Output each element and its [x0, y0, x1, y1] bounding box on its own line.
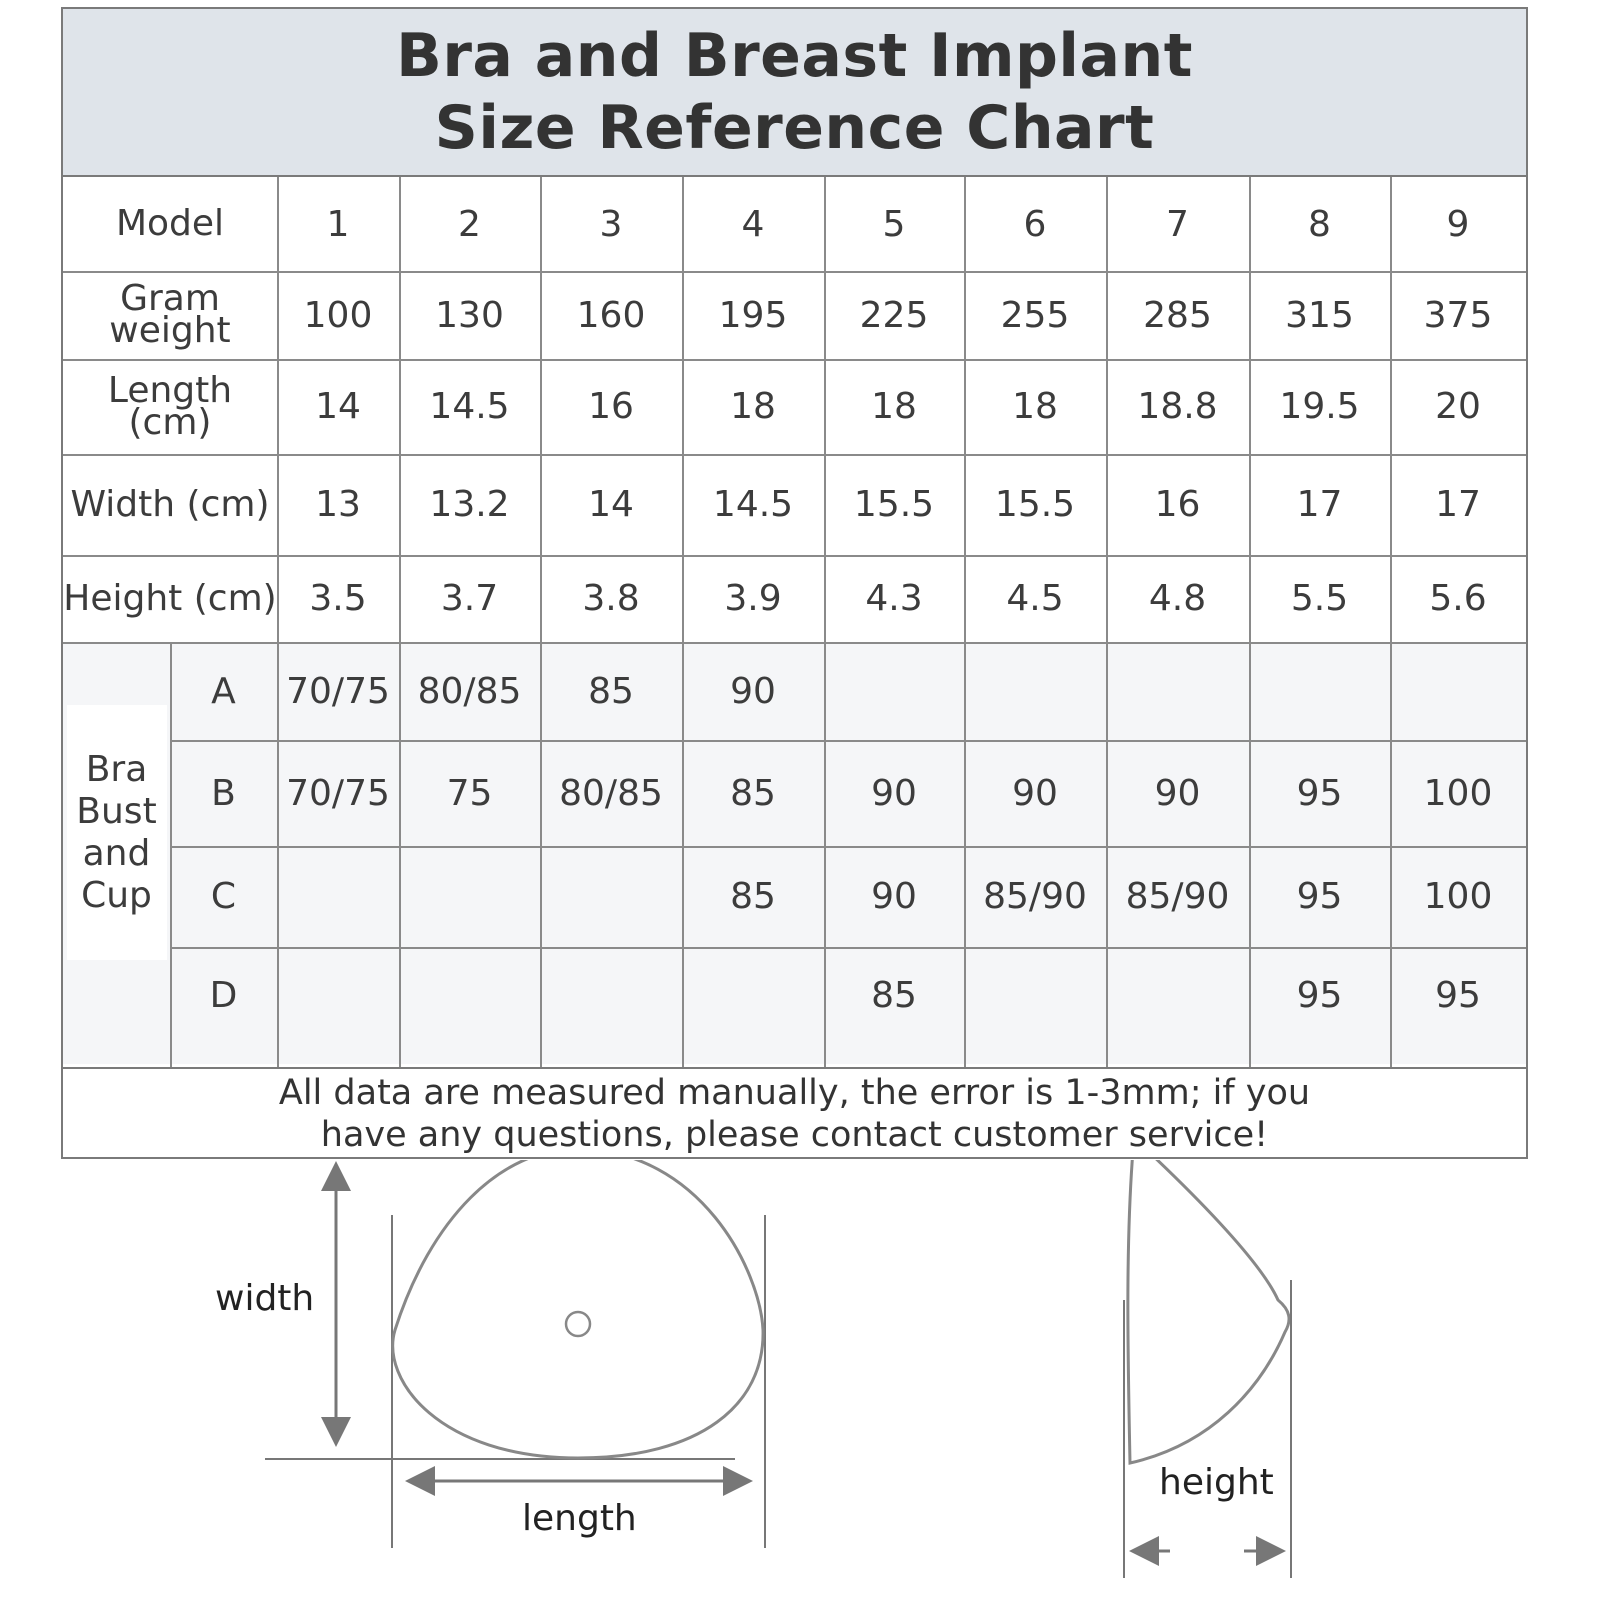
table-cell: 16 [588, 386, 634, 427]
row-label [63, 454, 277, 555]
cup-cell [277, 947, 399, 1044]
row-label-line: Length (cm) [107, 369, 233, 443]
table-cell: 14.5 [712, 484, 794, 525]
table-cell: 15.5 [994, 484, 1076, 525]
table-cell: 17 [1296, 484, 1343, 525]
table-cell: 5.5 [1290, 578, 1349, 619]
title-line-2: Size Reference Chart [434, 93, 1155, 163]
table-cell: 2 [458, 203, 481, 245]
table-cell: 13.2 [429, 484, 510, 525]
cup-cell [824, 642, 964, 740]
height-label: height [1159, 1462, 1274, 1503]
table-cell: 1 [326, 203, 350, 245]
implant-front-outline [393, 1160, 763, 1458]
cup-cell: 85/90 [1125, 876, 1230, 917]
row-label [63, 359, 277, 454]
cup-label: A [211, 670, 236, 712]
cup-cell [399, 846, 540, 947]
width-label: width [215, 1278, 315, 1319]
table-cell: 160 [576, 294, 646, 336]
table-cell: 18 [730, 386, 776, 427]
cup-cell [277, 846, 399, 947]
table-cell: 15.5 [853, 484, 935, 525]
row-label-line: Height (cm) [63, 577, 277, 619]
table-cell: 19.5 [1279, 386, 1360, 427]
table-cell: 9 [1446, 203, 1470, 245]
implant-diagram [0, 1160, 1601, 1601]
table-cell: 13 [315, 484, 361, 525]
table-cell: 195 [718, 294, 788, 336]
size-chart-table [61, 7, 1528, 1159]
cup-cell [682, 947, 824, 1044]
length-label: length [522, 1498, 637, 1539]
cup-cell: 95 [1435, 975, 1481, 1016]
table-cell: 3.9 [724, 578, 782, 619]
row-label [63, 177, 277, 271]
cup-cell [540, 846, 682, 947]
table-cell: 20 [1435, 386, 1481, 427]
cup-cell: 85 [730, 772, 776, 814]
cup-cell: 90 [1154, 772, 1201, 814]
cup-cell [964, 642, 1106, 740]
table-cell: 4.5 [1006, 578, 1064, 619]
table-cell: 4 [741, 203, 765, 245]
cup-cell [399, 947, 540, 1044]
note-line-2: have any questions, please contact customer service! [320, 1115, 1269, 1155]
table-cell: 3.5 [309, 578, 367, 619]
note-line-1: All data are measured manually, the error is 1-3mm; if you [278, 1073, 1311, 1113]
row-label [63, 271, 277, 359]
cup-cell: 90 [871, 772, 917, 814]
cup-cell: 95 [1296, 772, 1343, 814]
table-cell: 16 [1154, 484, 1201, 525]
table-cell: 375 [1423, 294, 1493, 336]
row-label-line: Width (cm) [70, 483, 270, 525]
cup-cell: 100 [1423, 772, 1493, 814]
table-cell: 3 [599, 203, 623, 245]
table-cell: 130 [435, 294, 504, 336]
table-cell: 18 [1012, 386, 1058, 427]
table-cell: 14.5 [429, 386, 510, 427]
row-label-line: Gram [120, 278, 220, 319]
cup-cell: 90 [1012, 772, 1058, 814]
table-cell: 315 [1285, 294, 1354, 336]
title-line-1: Bra and Breast Implant [396, 21, 1193, 91]
table-cell: 17 [1435, 484, 1481, 525]
cup-cell [540, 947, 682, 1044]
bra-label-line: Bra [85, 748, 148, 790]
cup-cell: 85 [871, 975, 917, 1016]
cup-cell: 80/85 [559, 772, 663, 814]
implant-valve-icon [566, 1312, 590, 1336]
cup-cell: 75 [446, 772, 493, 814]
table-cell: 285 [1143, 294, 1212, 336]
table-cell: 3.8 [582, 578, 640, 619]
table-cell: 5.6 [1429, 578, 1487, 619]
cup-cell [1390, 642, 1526, 740]
cup-cell: 95 [1296, 975, 1343, 1016]
bra-label-line: Bust [76, 790, 157, 832]
cup-cell [964, 947, 1106, 1044]
table-cell: 4.8 [1148, 578, 1207, 619]
cup-cell [1106, 947, 1249, 1044]
bra-bust-cup-label [63, 705, 170, 960]
table-cell: 14 [588, 484, 634, 525]
row-label-line: weight [109, 310, 231, 351]
implant-diagram-svg [0, 1160, 1601, 1601]
cup-cell: 90 [730, 670, 776, 712]
cup-cell: 85 [730, 876, 776, 917]
cup-cell [1106, 642, 1249, 740]
cup-cell [1249, 642, 1390, 740]
table-cell: 4.3 [865, 578, 923, 619]
table-cell: 100 [303, 294, 373, 336]
table-cell: 14 [315, 386, 361, 427]
cup-cell: 85 [588, 670, 634, 712]
row-label [63, 555, 277, 642]
table-cell: 8 [1308, 203, 1331, 245]
table-cell: 7 [1166, 203, 1189, 245]
cup-cell: 90 [871, 876, 917, 917]
row-label-line: Model [115, 203, 225, 244]
table-cell: 3.7 [440, 578, 499, 619]
table-cell: 18 [871, 386, 917, 427]
bra-label-line: and [82, 832, 151, 874]
cup-label: B [211, 772, 236, 814]
title-bar [63, 9, 1526, 177]
cup-cell: 100 [1423, 876, 1493, 917]
table-cell: 5 [882, 203, 906, 245]
measurement-note [63, 1067, 1526, 1159]
table-cell: 6 [1023, 203, 1047, 245]
cup-cell: 70/75 [286, 670, 390, 712]
cup-cell: 95 [1296, 876, 1343, 917]
table-cell: 225 [859, 294, 929, 336]
table-cell: 255 [1000, 294, 1070, 336]
cup-label: C [210, 876, 237, 917]
table-cell: 18.8 [1137, 386, 1218, 427]
cup-cell: 80/85 [417, 670, 522, 712]
bra-label-line: Cup [81, 874, 152, 916]
cup-cell: 85/90 [983, 876, 1087, 917]
data-grid [63, 177, 1526, 1067]
implant-side-outline [1128, 1160, 1289, 1463]
cup-cell: 70/75 [286, 772, 390, 814]
cup-label: D [209, 975, 238, 1016]
